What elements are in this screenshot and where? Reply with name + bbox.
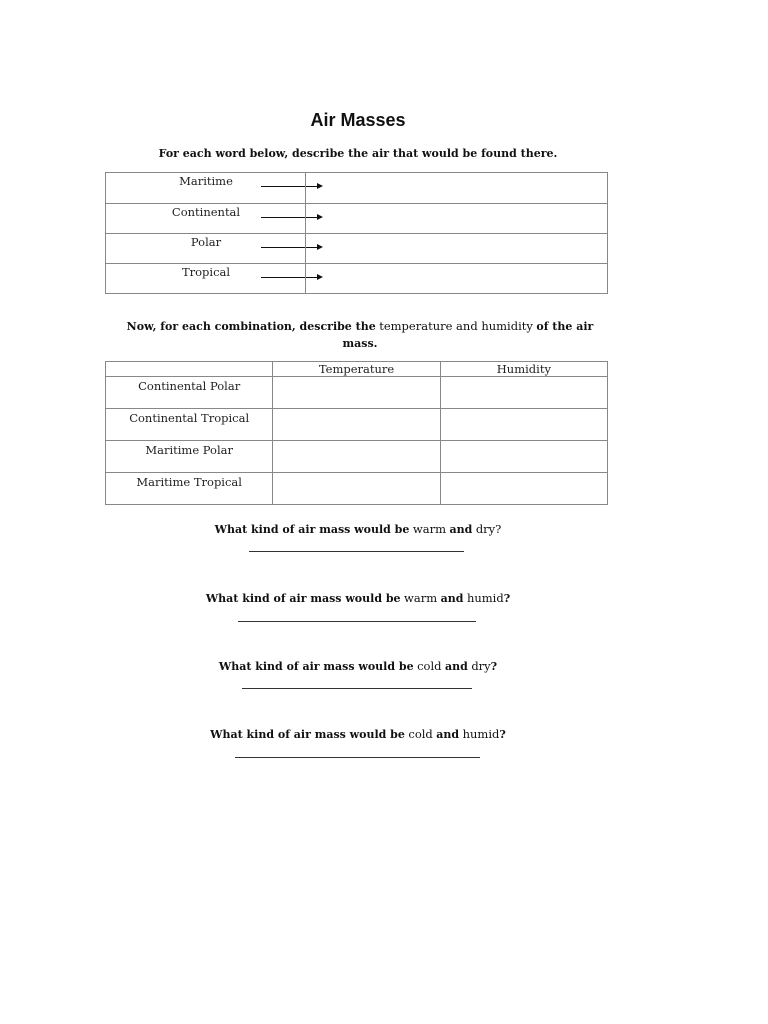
question-end: ?: [503, 592, 511, 605]
question-word2: dry: [471, 659, 491, 673]
word-label: Maritime: [179, 174, 233, 188]
instruction-2: [110, 318, 610, 352]
question-2: [0, 591, 716, 605]
question-prefix: What kind of air mass would be: [205, 592, 401, 605]
question-end: ?: [495, 522, 502, 536]
header-empty: [106, 362, 273, 377]
humidity-cell[interactable]: [440, 473, 607, 505]
row-label: Maritime Polar: [106, 441, 273, 473]
question-3: [0, 659, 716, 673]
answer-cell-maritime[interactable]: [306, 173, 607, 203]
question-prefix: What kind of air mass would be: [214, 523, 410, 536]
question-and: and: [436, 728, 460, 741]
humidity-cell[interactable]: [440, 377, 607, 409]
table-header-row: [106, 362, 608, 377]
instruction-2-part2: temperature and humidity: [379, 319, 533, 333]
temperature-cell[interactable]: [273, 441, 440, 473]
humidity-cell[interactable]: [440, 409, 607, 441]
answer-line-2[interactable]: [238, 621, 476, 622]
question-and: and: [440, 592, 464, 605]
answer-cell-tropical[interactable]: [306, 264, 607, 293]
temperature-cell[interactable]: [273, 409, 440, 441]
instruction-2-part3: of the air mass.: [342, 320, 594, 350]
temperature-cell[interactable]: [273, 473, 440, 505]
question-word2: dry: [475, 522, 496, 536]
word-row-maritime: [106, 173, 607, 203]
row-label: Continental Polar: [106, 377, 273, 409]
word-label: Tropical: [181, 265, 231, 279]
question-word1: cold: [408, 727, 433, 741]
question-and: and: [444, 660, 468, 673]
question-4: [0, 727, 716, 741]
row-label: Continental Tropical: [106, 409, 273, 441]
word-label: Polar: [190, 235, 222, 249]
word-row-tropical: [106, 263, 607, 293]
answer-line-4[interactable]: [235, 757, 480, 758]
word-label: Continental: [171, 205, 241, 219]
question-word1: cold: [417, 659, 442, 673]
word-row-polar: [106, 233, 607, 263]
table-row: [106, 473, 608, 505]
worksheet-title: Air Masses: [310, 110, 406, 130]
table-row: [106, 409, 608, 441]
table-row: [106, 441, 608, 473]
word-row-continental: [106, 203, 607, 233]
question-1: [0, 522, 716, 536]
question-word1: warm: [412, 522, 446, 536]
question-prefix: What kind of air mass would be: [210, 728, 405, 741]
word-table: [105, 172, 608, 294]
answer-cell-continental[interactable]: [306, 204, 607, 233]
header-humidity: Humidity: [440, 362, 607, 377]
question-end: ?: [490, 660, 498, 673]
question-word2: humid: [466, 591, 504, 605]
table-row: [106, 377, 608, 409]
question-word2: humid: [462, 727, 500, 741]
question-word1: warm: [404, 591, 438, 605]
header-temperature: Temperature: [273, 362, 440, 377]
answer-line-1[interactable]: [249, 551, 464, 552]
question-prefix: What kind of air mass would be: [218, 660, 414, 673]
instruction-2-part1: Now, for each combination, describe the: [126, 320, 376, 333]
question-end: ?: [499, 728, 506, 741]
humidity-cell[interactable]: [440, 441, 607, 473]
instruction-1: For each word below, describe the air that would be found there.: [158, 147, 558, 160]
temperature-cell[interactable]: [273, 377, 440, 409]
row-label: Maritime Tropical: [106, 473, 273, 505]
combination-table: [105, 361, 608, 505]
answer-line-3[interactable]: [242, 688, 472, 689]
question-and: and: [449, 523, 473, 536]
answer-cell-polar[interactable]: [306, 234, 607, 263]
